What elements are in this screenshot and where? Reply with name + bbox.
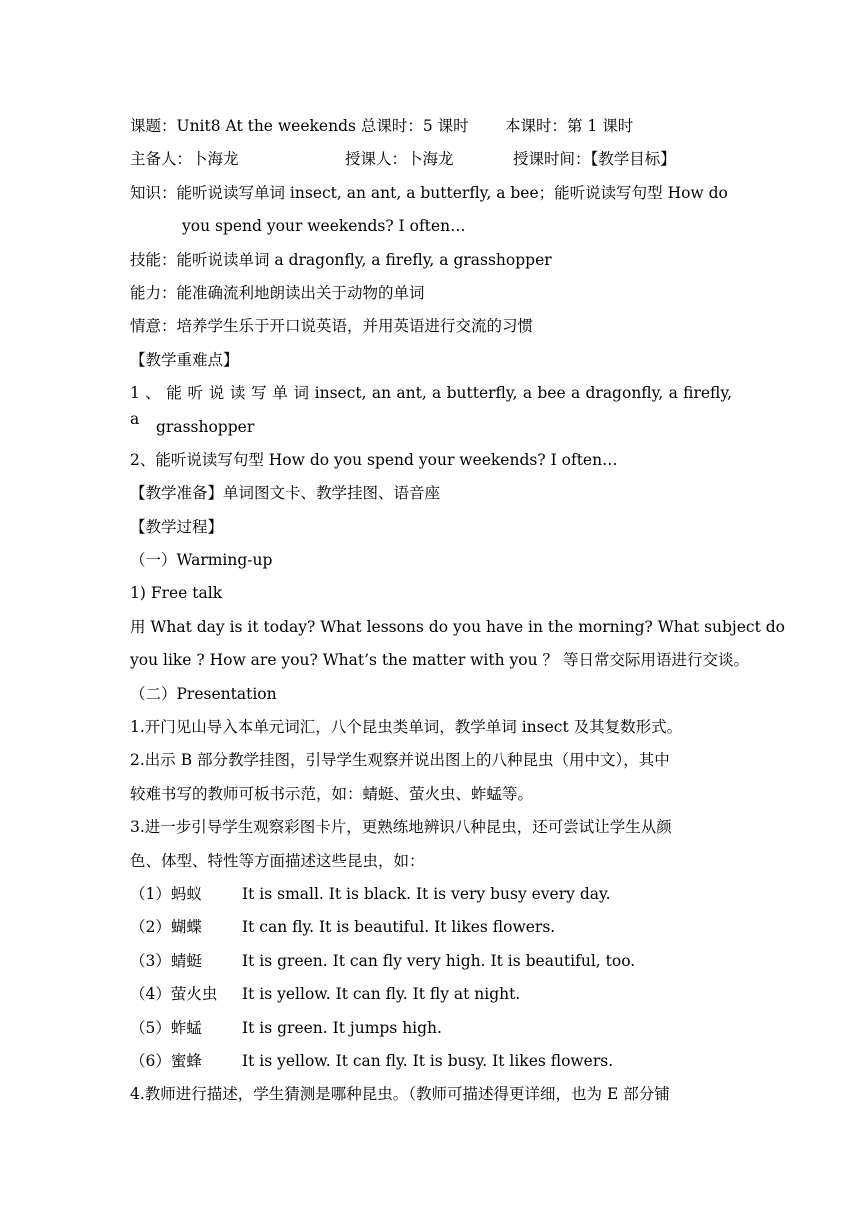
insect-name: （4）萤火虫	[130, 985, 218, 1004]
insect-description: It can fly. It is beautiful. It likes flowers.	[242, 918, 556, 937]
insect-description: It is green. It can fly very high. It is beautiful, too.	[242, 951, 636, 970]
insect-row	[130, 948, 732, 981]
goal-emotion: 情意：培养学生乐于开口说英语，并用英语进行交流的习惯	[130, 317, 534, 336]
insect-row	[130, 1048, 732, 1081]
header-row-1	[130, 113, 732, 146]
insect-name: （6）蜜蜂	[130, 1051, 202, 1070]
step-3-line-1: 3.进一步引导学生观察彩图卡片，更熟练地辨识八种昆虫，还可尝试让学生从颜	[130, 818, 672, 837]
insect-row	[130, 981, 732, 1014]
insect-description: It is yellow. It can fly. It is busy. It likes flowers.	[242, 1051, 614, 1070]
free-talk-desc-line-2: you like ? How are you? What’s the matter with you ？ 等日常交际用语进行交谈。	[130, 651, 749, 670]
insect-name: （3）蜻蜓	[130, 951, 202, 970]
goal-skill: 技能：能听说读单词 a dragonfly, a firefly, a grasshopper	[130, 250, 552, 269]
goal-knowledge-line-2: you spend your weekends? I often…	[182, 217, 466, 236]
process-heading: 【教学过程】	[130, 517, 224, 536]
insect-description: It is small. It is black. It is very busy every day.	[242, 884, 611, 903]
warmup-heading: （一）Warming-up	[130, 551, 273, 570]
insect-row	[130, 914, 732, 947]
step-1: 1.开门见山导入本单元词汇，八个昆虫类单词，教学单词 insect 及其复数形式。	[130, 718, 683, 737]
insect-description: It is yellow. It can fly. It fly at night.	[242, 985, 521, 1004]
insect-row	[130, 1015, 732, 1048]
free-talk: 1) Free talk	[130, 584, 223, 603]
header-row-2	[130, 146, 732, 179]
insect-row	[130, 881, 732, 914]
step-4: 4.教师进行描述，学生猜测是哪种昆虫。（教师可描述得更详细，也为 E 部分铺	[130, 1085, 670, 1104]
preparation: 【教学准备】单词图文卡、教学挂图、语音座	[130, 484, 441, 503]
insect-name: （5）蚱蜢	[130, 1018, 202, 1037]
document-page	[130, 113, 785, 1115]
this-lesson: 本课时：第 1 课时	[505, 117, 634, 135]
insect-name: （2）蝴蝶	[130, 918, 202, 937]
lesson-teacher: 授课人：卜海龙	[345, 150, 454, 169]
presentation-heading: （二）Presentation	[130, 684, 277, 703]
lesson-topic: 课题：Unit8 At the weekends 总课时：5 课时	[130, 117, 469, 135]
insect-name: （1）蚂蚁	[130, 884, 202, 903]
goal-knowledge-line-1: 知识：能听说读写单词 insect, an ant, a butterfly, a bee；能听说读写句型 How do	[130, 183, 728, 202]
key-points-heading: 【教学重难点】	[130, 350, 239, 369]
goal-ability: 能力：能准确流利地朗读出关于动物的单词	[130, 283, 425, 302]
step-3-line-2: 色、体型、特性等方面描述这些昆虫，如：	[130, 851, 425, 870]
step-2-line-1: 2.出示 B 部分教学挂图，引导学生观察并说出图上的八种昆虫（用中文），其中	[130, 751, 670, 770]
step-2-line-2: 较难书写的教师可板书示范，如：蜻蜓、萤火虫、蚱蜢等。	[130, 784, 534, 803]
lesson-time-goal: 授课时间：【教学目标】	[513, 150, 676, 169]
insect-description: It is green. It jumps high.	[242, 1018, 442, 1037]
lesson-preparer: 主备人：卜海龙	[130, 150, 239, 169]
free-talk-desc-line-1: 用 What day is it today? What lessons do you have in the morning? What subject do	[130, 617, 785, 636]
key-point-1-line-1: 1 、 能 听 说 读 写 单 词 insect, an ant, a butterfly, a bee a dragonfly, a firefly, a	[130, 384, 732, 429]
key-point-1-line-2: grasshopper	[156, 417, 255, 436]
key-point-2: 2、能听说读写句型 How do you spend your weekends? I often…	[130, 450, 618, 469]
